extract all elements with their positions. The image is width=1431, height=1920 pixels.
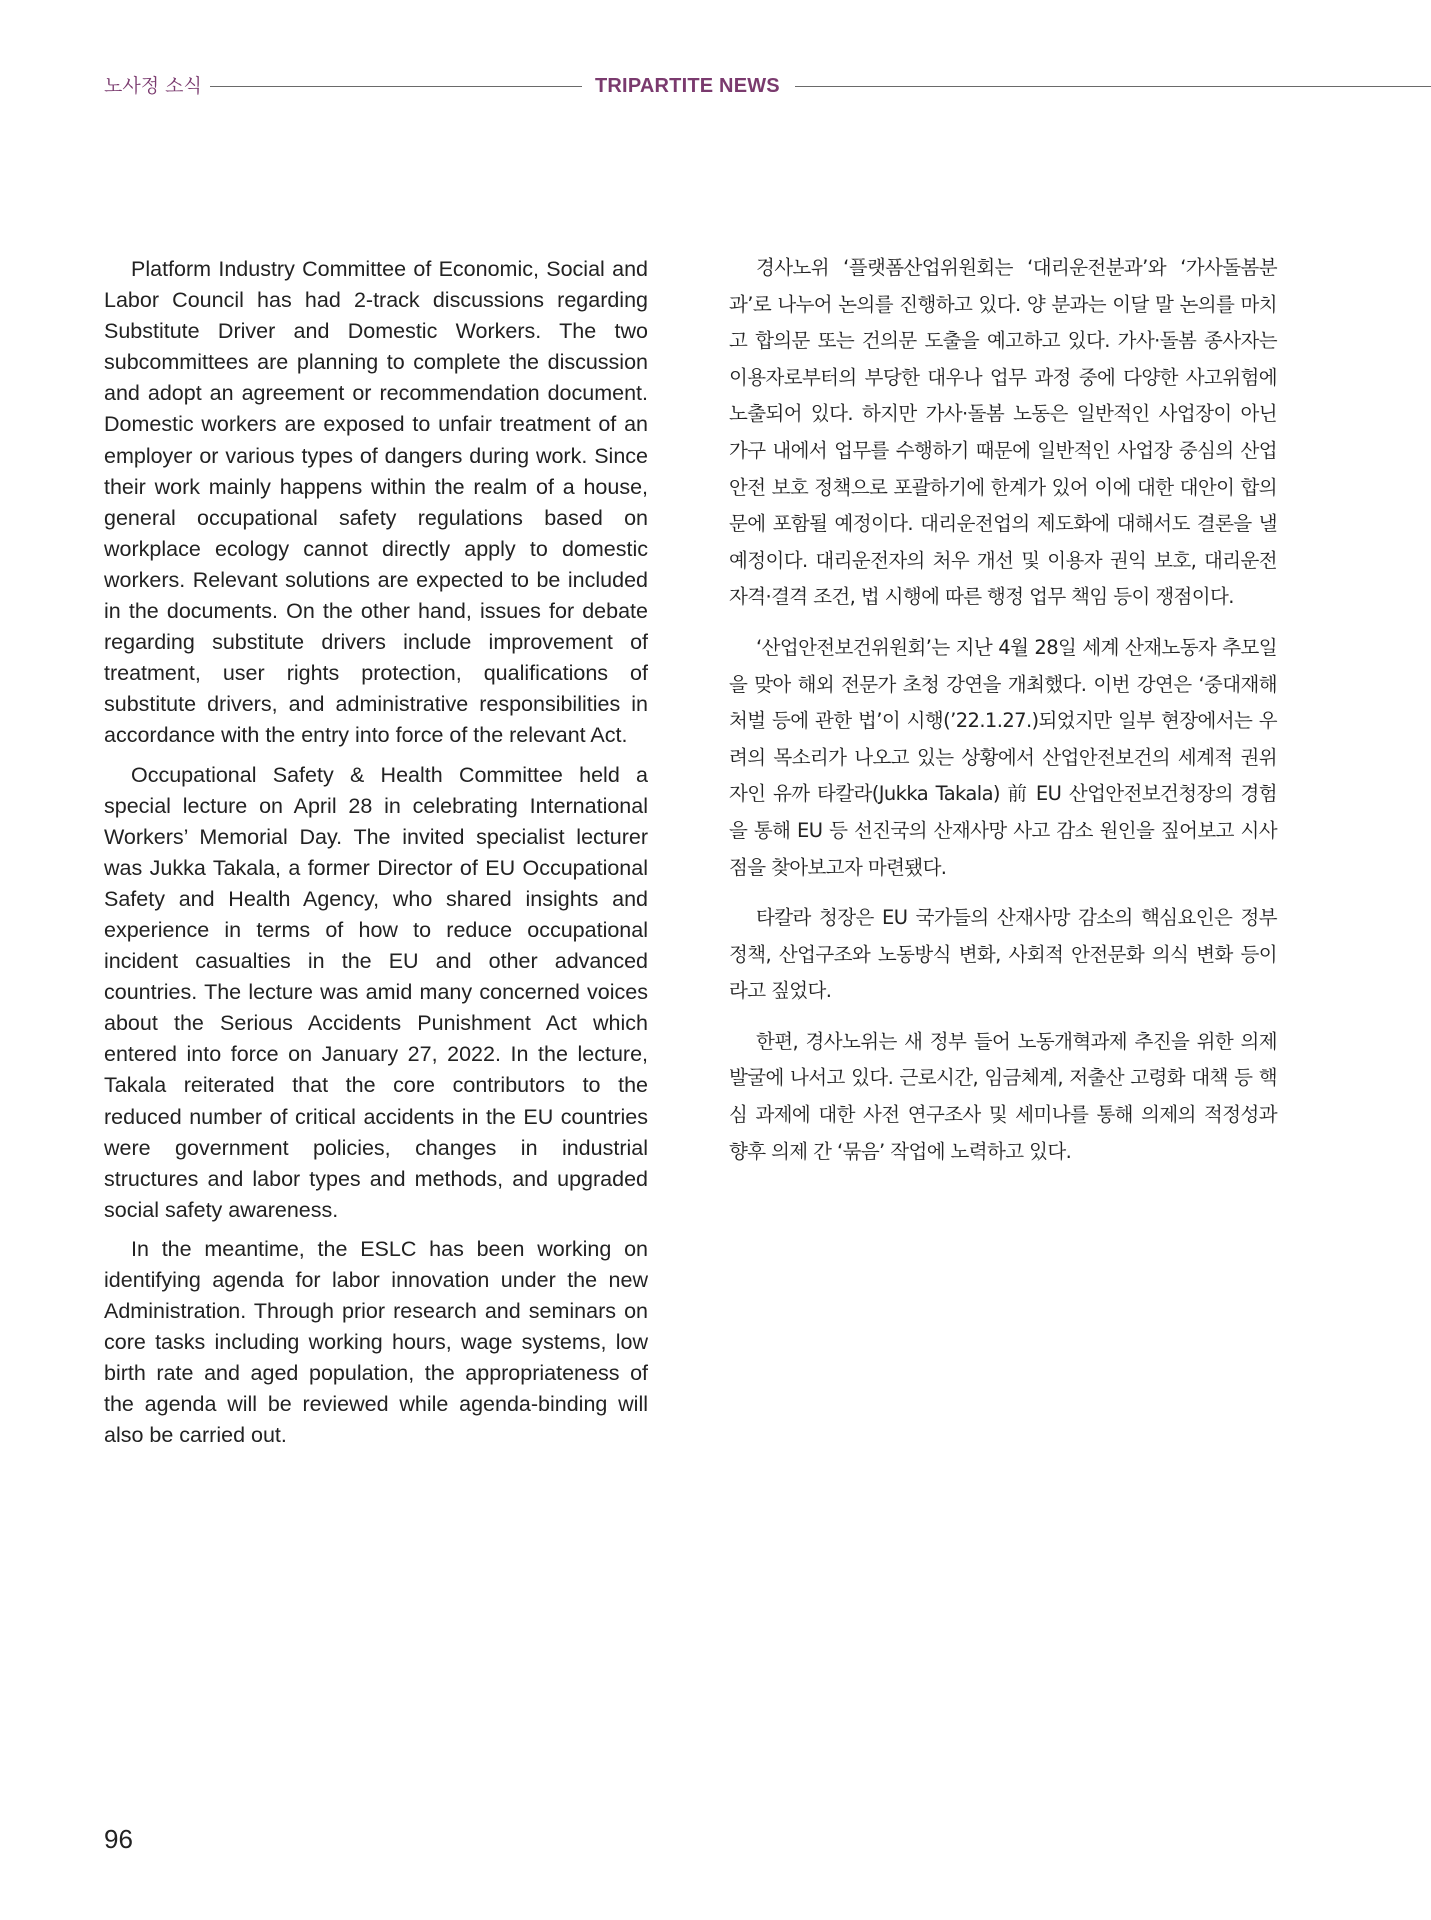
korean-paragraph: 한편, 경사노위는 새 정부 들어 노동개혁과제 추진을 위한 의제 발굴에 나서고 있다. 근로시간, 임금체계, 저출산 고령화 대책 등 핵심 과제에 대한 사전 연구조사 및 세미나를 통해 의제의 적정성과 향후 의제 간 ‘묶음’ 작업에 노력하고 있다. (729, 1029, 1277, 1163)
page-number: 96 (104, 1824, 133, 1854)
section-title-korean: 노사정 소식 (104, 75, 202, 97)
korean-column (729, 250, 1277, 1184)
section-title-english: TRIPARTITE NEWS (595, 75, 780, 97)
korean-paragraph: ‘산업안전보건위원회’는 지난 4월 28일 세계 산재노동자 추모일을 맞아 해외 전문가 초청 강연을 개최했다. 이번 강연은 ‘중대재해 처벌 등에 관한 법’이 시행(’22.1.27.)되었지만 일부 현장에서는 우려의 목소리가 나오고 있는 상황에서 산업안전보건의 세계적 권위자인 유까 타칼라(Jukka Takala) 前 EU 산업안전보건청장의 경험을 통해 EU 등 선진국의 산재사망 사고 감소 원인을 짚어보고 시사점을 찾아보고자 마련됐다. (729, 635, 1277, 879)
korean-paragraph: 타칼라 청장은 EU 국가들의 산재사망 감소의 핵심요인은 정부 정책, 산업구조와 노동방식 변화, 사회적 안전문화 의식 변화 등이라고 짚었다. (729, 906, 1277, 1003)
header-divider-left (210, 86, 582, 87)
english-paragraph: Occupational Safety & Health Committee held a special lecture on April 28 in celebrating International Workers’ Memorial Day. The invited specialist lecturer was Jukka Takala, a former Director of EU Occupational Safety and Health Agency, who shared insights and experience in terms of how to reduce occupational incident casualties in the EU and other advanced countries. The lecture was amid many concerned voices about the Serious Accidents Punishment Act which entered into force on January 27, 2022. In the lecture, Takala reiterated that the core contributors to the reduced number of critical accidents in the EU countries were government policies, changes in industrial structures and labor types and methods, and upgraded social safety awareness. (104, 762, 648, 1222)
korean-paragraph: 경사노위 ‘플랫폼산업위원회는 ‘대리운전분과’와 ‘가사돌봄분과’로 나누어 논의를 진행하고 있다. 양 분과는 이달 말 논의를 마치고 합의문 또는 건의문 도출을 예고하고 있다. 가사·돌봄 종사자는 이용자로부터의 부당한 대우나 업무 과정 중에 다양한 사고위험에 노출되어 있다. 하지만 가사·돌봄 노동은 일반적인 사업장이 아닌 가구 내에서 업무를 수행하기 때문에 일반적인 사업장 중심의 산업안전 보호 정책으로 포괄하기에 한계가 있어 이에 대한 대안이 합의문에 포함될 예정이다. 대리운전업의 제도화에 대해서도 결론을 낼 예정이다. 대리운전자의 처우 개선 및 이용자 권익 보호, 대리운전 자격·결격 조건, 법 시행에 따른 행정 업무 책임 등이 쟁점이다. (729, 256, 1277, 609)
english-column (104, 254, 648, 1460)
english-paragraph: In the meantime, the ESLC has been working on identifying agenda for labor innovation under the new Administration. Through prior research and seminars on core tasks including working hours, wage systems, low birth rate and aged population, the appropriateness of the agenda will be reviewed while agenda-binding will also be carried out. (104, 1236, 648, 1448)
header-divider-right (795, 86, 1431, 87)
english-paragraph: Platform Industry Committee of Economic, Social and Labor Council has had 2-track discussions regarding Substitute Driver and Domestic Workers. The two subcommittees are planning to complete the discussion and adopt an agreement or recommendation document. Domestic workers are exposed to unfair treatment of an employer or various types of dangers during work. Since their work mainly happens within the realm of a house, general occupational safety regulations based on workplace ecology cannot directly apply to domestic workers. Relevant solutions are expected to be included in the documents. On the other hand, issues for debate regarding substitute drivers include improvement of treatment, user rights protection, qualifications of substitute drivers, and administrative responsibilities in accordance with the entry into force of the relevant Act. (104, 257, 648, 748)
page-header (0, 0, 1431, 120)
